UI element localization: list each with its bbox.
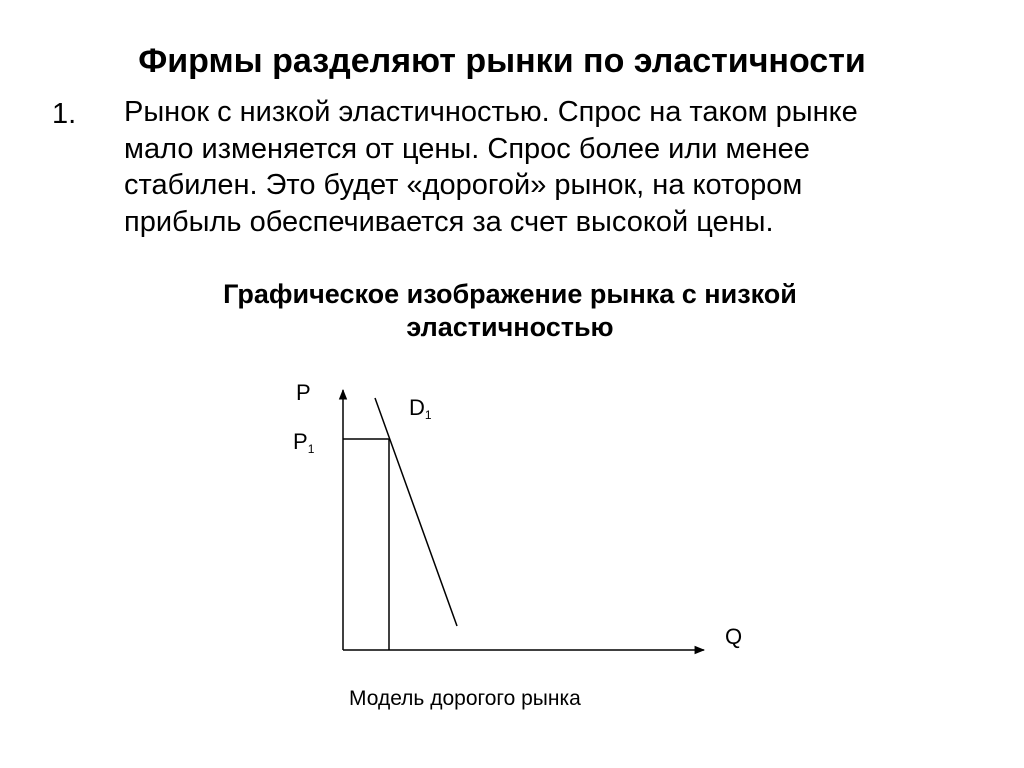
demand-curve-label xyxy=(409,397,432,426)
price-label-main: P xyxy=(293,429,308,454)
price-level-label xyxy=(293,431,314,460)
x-axis-label: Q xyxy=(725,624,743,649)
diagram-caption: Модель дорогого рынка xyxy=(349,687,581,710)
y-axis-label: P xyxy=(296,380,311,405)
list-number: 1. xyxy=(52,98,77,130)
curve-label-subscript: 1 xyxy=(424,408,432,422)
demand-curve xyxy=(375,398,457,626)
list-item-text: Рынок с низкой эластичностью. Спрос на таком рынке мало изменяется от цены. Спрос более или менее стабилен. Это будет «дорогой» рынок, на котором прибыль обеспечивается за счет высокой цены. xyxy=(124,96,858,238)
price-label-subscript: 1 xyxy=(307,442,315,456)
subtitle-line-1: Графическое изображение рынка с низкой xyxy=(223,279,797,309)
subtitle-line-2: эластичностью xyxy=(406,312,614,342)
curve-label-main: D xyxy=(409,395,425,420)
page-title: Фирмы разделяют рынки по эластичности xyxy=(138,42,866,80)
